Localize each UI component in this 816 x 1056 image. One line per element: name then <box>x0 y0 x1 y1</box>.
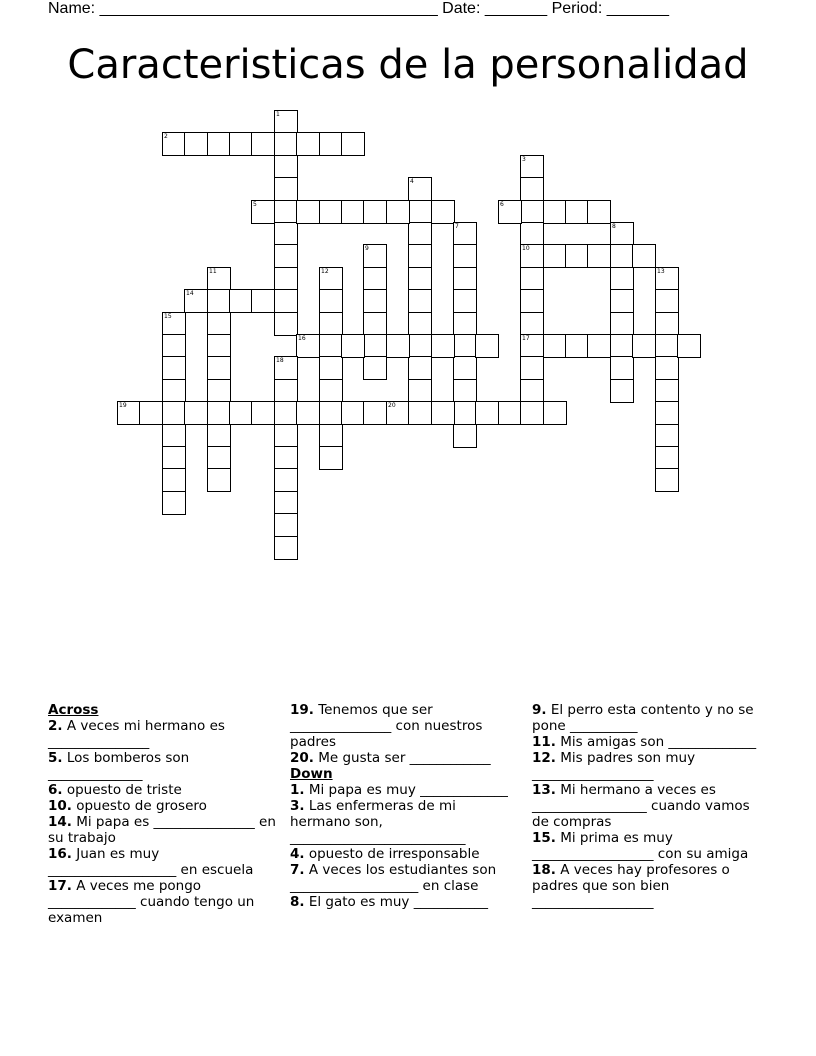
clue-number: 20. <box>290 750 314 766</box>
cell-number: 14 <box>186 290 194 297</box>
crossword-cell[interactable] <box>655 334 679 358</box>
clue-number: 5. <box>48 750 63 766</box>
crossword-cell[interactable] <box>207 132 231 156</box>
crossword-cell[interactable] <box>319 289 343 313</box>
crossword-cell[interactable] <box>207 334 231 358</box>
crossword-cell[interactable] <box>408 222 432 246</box>
crossword-cell[interactable] <box>363 200 387 224</box>
crossword-cell[interactable] <box>274 356 298 380</box>
crossword-cell[interactable] <box>162 356 186 380</box>
clue-text: Juan es muy ___________________ en escuela <box>48 846 254 878</box>
crossword-cell[interactable] <box>363 312 387 336</box>
clue-down-9 <box>532 702 758 734</box>
cell-number: 12 <box>321 268 329 275</box>
cell-number: 18 <box>276 357 284 364</box>
crossword-cell[interactable] <box>408 177 432 201</box>
cell-number: 19 <box>119 402 127 409</box>
crossword-cell[interactable] <box>207 267 231 291</box>
crossword-cell[interactable] <box>587 200 611 224</box>
crossword-cell[interactable] <box>431 334 455 358</box>
clue-number: 7. <box>290 862 305 878</box>
crossword-cell[interactable] <box>363 267 387 291</box>
crossword-cell[interactable] <box>363 356 387 380</box>
crossword-cell[interactable] <box>408 200 432 224</box>
crossword-cell[interactable] <box>655 401 679 425</box>
crossword-cell[interactable] <box>229 132 253 156</box>
crossword-cell[interactable] <box>184 401 208 425</box>
crossword-cell[interactable] <box>655 267 679 291</box>
clue-number: 15. <box>532 830 556 846</box>
clue-text: opuesto de irresponsable <box>308 846 480 862</box>
clue-across-6 <box>48 782 284 798</box>
crossword-cell[interactable] <box>520 401 544 425</box>
clue-number: 9. <box>532 702 547 718</box>
crossword-cell[interactable] <box>319 424 343 448</box>
clue-text: opuesto de grosero <box>76 798 207 814</box>
clue-number: 14. <box>48 814 72 830</box>
clue-number: 12. <box>532 750 556 766</box>
crossword-cell[interactable] <box>520 312 544 336</box>
crossword-cell[interactable] <box>274 513 298 537</box>
clue-number: 17. <box>48 878 72 894</box>
crossword-cell[interactable] <box>453 244 477 268</box>
crossword-cell[interactable] <box>207 468 231 492</box>
crossword-cell[interactable] <box>274 155 298 179</box>
crossword-cell[interactable] <box>274 536 298 560</box>
clue-down-12 <box>532 750 758 782</box>
crossword-cell[interactable] <box>251 289 275 313</box>
clue-down-11 <box>532 734 758 750</box>
clue-number: 4. <box>290 846 305 862</box>
clue-number: 1. <box>290 782 305 798</box>
crossword-cell[interactable] <box>229 289 253 313</box>
clue-down-7 <box>290 862 518 894</box>
clue-text: Tenemos que ser _______________ con nuestros padres <box>290 702 483 750</box>
crossword-cell[interactable] <box>162 491 186 515</box>
crossword-cell[interactable] <box>610 312 634 336</box>
crossword-cell[interactable] <box>610 289 634 313</box>
crossword-cell[interactable] <box>655 379 679 403</box>
crossword-cell[interactable] <box>520 155 544 179</box>
crossword-cell[interactable] <box>520 244 544 268</box>
clues-column-1 <box>48 702 284 926</box>
crossword-cell[interactable] <box>341 132 365 156</box>
cell-number: 3 <box>522 156 526 163</box>
clue-down-15 <box>532 830 758 862</box>
crossword-cell[interactable] <box>520 356 544 380</box>
clue-across-19 <box>290 702 518 750</box>
clue-text: Mi papa es muy _____________ <box>308 782 508 798</box>
clue-number: 19. <box>290 702 314 718</box>
clue-text: El perro esta contento y no se pone __________ <box>532 702 754 734</box>
crossword-cell[interactable] <box>341 401 365 425</box>
cell-number: 15 <box>164 313 172 320</box>
crossword-cell[interactable] <box>274 110 298 134</box>
clue-number: 3. <box>290 798 305 814</box>
crossword-cell[interactable] <box>162 446 186 470</box>
clue-text: opuesto de triste <box>66 782 182 798</box>
crossword-cell[interactable] <box>274 424 298 448</box>
crossword-cell[interactable] <box>408 312 432 336</box>
crossword-cell[interactable] <box>296 401 320 425</box>
clue-across-5 <box>48 750 284 782</box>
cell-number: 8 <box>612 223 616 230</box>
crossword-cell[interactable] <box>655 312 679 336</box>
crossword-cell[interactable] <box>162 334 186 358</box>
crossword-cell[interactable] <box>274 244 298 268</box>
crossword-cell[interactable] <box>341 334 365 358</box>
crossword-cell[interactable] <box>363 289 387 313</box>
clue-across-17 <box>48 878 284 926</box>
crossword-cell[interactable] <box>296 132 320 156</box>
crossword-cell[interactable] <box>431 200 455 224</box>
cell-number: 20 <box>388 402 396 409</box>
page-title: Caracteristicas de la personalidad <box>67 42 749 88</box>
clue-number: 6. <box>48 782 63 798</box>
cell-number: 1 <box>276 111 280 118</box>
clue-down-13 <box>532 782 758 830</box>
crossword-cell[interactable] <box>655 356 679 380</box>
cell-number: 4 <box>410 178 414 185</box>
clue-number: 18. <box>532 862 556 878</box>
crossword-cell[interactable] <box>408 244 432 268</box>
crossword-cell[interactable] <box>184 289 208 313</box>
crossword-cell[interactable] <box>274 491 298 515</box>
crossword-cell[interactable] <box>162 312 186 336</box>
crossword-cell[interactable] <box>319 334 343 358</box>
crossword-cell[interactable] <box>229 401 253 425</box>
cell-number: 17 <box>522 335 530 342</box>
cell-number: 13 <box>657 268 665 275</box>
crossword-cell[interactable] <box>610 267 634 291</box>
crossword-cell[interactable] <box>498 401 522 425</box>
crossword-cell[interactable] <box>610 379 634 403</box>
clue-text: A veces hay profesores o padres que son bien __________________ <box>532 862 730 910</box>
crossword-cell[interactable] <box>363 334 387 358</box>
crossword-cell[interactable] <box>139 401 163 425</box>
clue-number: 8. <box>290 894 305 910</box>
clue-down-1 <box>290 782 518 798</box>
crossword-cell[interactable] <box>543 244 567 268</box>
crossword-cell[interactable] <box>274 222 298 246</box>
crossword-cell[interactable] <box>274 177 298 201</box>
clue-text: A veces mi hermano es _______________ <box>48 718 225 750</box>
cell-number: 11 <box>209 268 217 275</box>
crossword-cell[interactable] <box>319 267 343 291</box>
crossword-cell[interactable] <box>408 289 432 313</box>
clue-down-8 <box>290 894 518 910</box>
crossword-cell[interactable] <box>207 379 231 403</box>
crossword-cell[interactable] <box>274 289 298 313</box>
crossword-cell[interactable] <box>274 379 298 403</box>
crossword-cell[interactable] <box>520 267 544 291</box>
crossword-cell[interactable] <box>162 132 186 156</box>
crossword-cell[interactable] <box>610 222 634 246</box>
crossword-cell[interactable] <box>565 200 589 224</box>
clue-text: Mi papa es _______________ en su trabajo <box>48 814 276 846</box>
crossword-cell[interactable] <box>207 401 231 425</box>
crossword-cell[interactable] <box>610 244 634 268</box>
clue-text: El gato es muy ___________ <box>308 894 488 910</box>
crossword-cell[interactable] <box>251 132 275 156</box>
crossword-cell[interactable] <box>274 200 298 224</box>
crossword-cell[interactable] <box>475 401 499 425</box>
crossword-cell[interactable] <box>453 222 477 246</box>
crossword-cell[interactable] <box>319 401 343 425</box>
crossword-cell[interactable] <box>610 356 634 380</box>
crossword-cell[interactable] <box>565 334 589 358</box>
crossword-cell[interactable] <box>251 200 275 224</box>
clue-across-20 <box>290 750 518 766</box>
crossword-cell[interactable] <box>677 334 701 358</box>
crossword-cell[interactable] <box>296 334 320 358</box>
crossword-cell[interactable] <box>453 379 477 403</box>
crossword-cell[interactable] <box>655 424 679 448</box>
crossword-cell[interactable] <box>274 312 298 336</box>
crossword-cell[interactable] <box>520 379 544 403</box>
clue-text: Los bomberos son ______________ <box>48 750 190 782</box>
crossword-cell[interactable] <box>408 401 432 425</box>
crossword-cell[interactable] <box>453 356 477 380</box>
crossword-cell[interactable] <box>363 401 387 425</box>
crossword-cell[interactable] <box>386 401 410 425</box>
crossword-cell[interactable] <box>207 446 231 470</box>
crossword-cell[interactable] <box>453 334 477 358</box>
clue-across-16 <box>48 846 284 878</box>
crossword-cell[interactable] <box>162 424 186 448</box>
crossword-cell[interactable] <box>296 200 320 224</box>
cell-number: 16 <box>298 335 306 342</box>
crossword-cell[interactable] <box>543 401 567 425</box>
clue-number: 10. <box>48 798 72 814</box>
crossword-cell[interactable] <box>498 200 522 224</box>
crossword-cell[interactable] <box>207 424 231 448</box>
clue-number: 13. <box>532 782 556 798</box>
crossword-cell[interactable] <box>453 401 477 425</box>
crossword-cell[interactable] <box>543 334 567 358</box>
crossword-cell[interactable] <box>408 267 432 291</box>
crossword-cell[interactable] <box>408 356 432 380</box>
crossword-cell[interactable] <box>408 379 432 403</box>
clue-across-10 <box>48 798 284 814</box>
crossword-cell[interactable] <box>520 334 544 358</box>
crossword-cell[interactable] <box>520 200 544 224</box>
crossword-cell[interactable] <box>520 222 544 246</box>
name-date-period-line: Name: ______________________________________ Date: _______ Period: _______ <box>48 0 670 17</box>
crossword-cell[interactable] <box>341 200 365 224</box>
cell-number: 5 <box>253 201 257 208</box>
clue-down-3 <box>290 798 518 846</box>
crossword-cell[interactable] <box>453 267 477 291</box>
crossword-cell[interactable] <box>274 401 298 425</box>
clue-number: 11. <box>532 734 556 750</box>
clue-text: A veces los estudiantes son ___________________ en clase <box>290 862 497 894</box>
crossword-cell[interactable] <box>319 132 343 156</box>
clue-number: 16. <box>48 846 72 862</box>
crossword-cell[interactable] <box>319 446 343 470</box>
clue-text: Me gusta ser ____________ <box>318 750 491 766</box>
clue-text: Mis amigas son _____________ <box>560 734 757 750</box>
cell-number: 9 <box>365 245 369 252</box>
crossword-cell[interactable] <box>520 177 544 201</box>
crossword-cell[interactable] <box>632 244 656 268</box>
crossword-cell[interactable] <box>274 446 298 470</box>
crossword-cell[interactable] <box>408 334 432 358</box>
clue-text: A veces me pongo _____________ cuando tengo un examen <box>48 878 255 926</box>
clue-down-4 <box>290 846 518 862</box>
crossword-cell[interactable] <box>655 289 679 313</box>
crossword-cell[interactable] <box>610 334 634 358</box>
crossword-cell[interactable] <box>587 244 611 268</box>
crossword-cell[interactable] <box>207 289 231 313</box>
crossword-cell[interactable] <box>431 401 455 425</box>
clue-number: 2. <box>48 718 63 734</box>
crossword-cell[interactable] <box>319 356 343 380</box>
clue-down-18 <box>532 862 758 910</box>
crossword-cell[interactable] <box>520 289 544 313</box>
crossword-cell[interactable] <box>453 289 477 313</box>
crossword-cell[interactable] <box>319 200 343 224</box>
crossword-cell[interactable] <box>453 312 477 336</box>
cell-number: 2 <box>164 133 168 140</box>
crossword-cell[interactable] <box>207 356 231 380</box>
clue-text: Mi hermano a veces es _________________ cuando vamos de compras <box>532 782 750 830</box>
crossword-cell[interactable] <box>475 334 499 358</box>
crossword-cell[interactable] <box>162 401 186 425</box>
crossword-cell[interactable] <box>655 446 679 470</box>
crossword-cell[interactable] <box>587 334 611 358</box>
crossword-cell[interactable] <box>565 244 589 268</box>
crossword-cell[interactable] <box>386 334 410 358</box>
crossword-cell[interactable] <box>543 200 567 224</box>
across-heading: Across <box>48 702 99 718</box>
clue-across-2 <box>48 718 284 750</box>
crossword-cell[interactable] <box>274 468 298 492</box>
clues-column-3 <box>532 702 758 910</box>
clue-text: Mis padres son muy __________________ <box>532 750 696 782</box>
cell-number: 6 <box>500 201 504 208</box>
crossword-cell[interactable] <box>162 379 186 403</box>
crossword-cell[interactable] <box>274 132 298 156</box>
crossword-cell[interactable] <box>319 379 343 403</box>
down-heading: Down <box>290 766 333 782</box>
crossword-cell[interactable] <box>117 401 141 425</box>
crossword-cell[interactable] <box>319 312 343 336</box>
cell-number: 10 <box>522 245 530 252</box>
clue-text: Mi prima es muy __________________ con su amiga <box>532 830 749 862</box>
clues-column-2 <box>290 702 518 910</box>
clue-across-14 <box>48 814 284 846</box>
crossword-cell[interactable] <box>251 401 275 425</box>
crossword-cell[interactable] <box>363 244 387 268</box>
crossword-cell[interactable] <box>207 312 231 336</box>
crossword-cell[interactable] <box>632 334 656 358</box>
cell-number: 7 <box>455 223 459 230</box>
crossword-cell[interactable] <box>274 267 298 291</box>
crossword-cell[interactable] <box>184 132 208 156</box>
crossword-cell[interactable] <box>386 200 410 224</box>
crossword-cell[interactable] <box>162 468 186 492</box>
crossword-cell[interactable] <box>453 424 477 448</box>
clue-text: Las enfermeras de mi hermano son, __________________________ <box>290 798 466 846</box>
crossword-cell[interactable] <box>655 468 679 492</box>
